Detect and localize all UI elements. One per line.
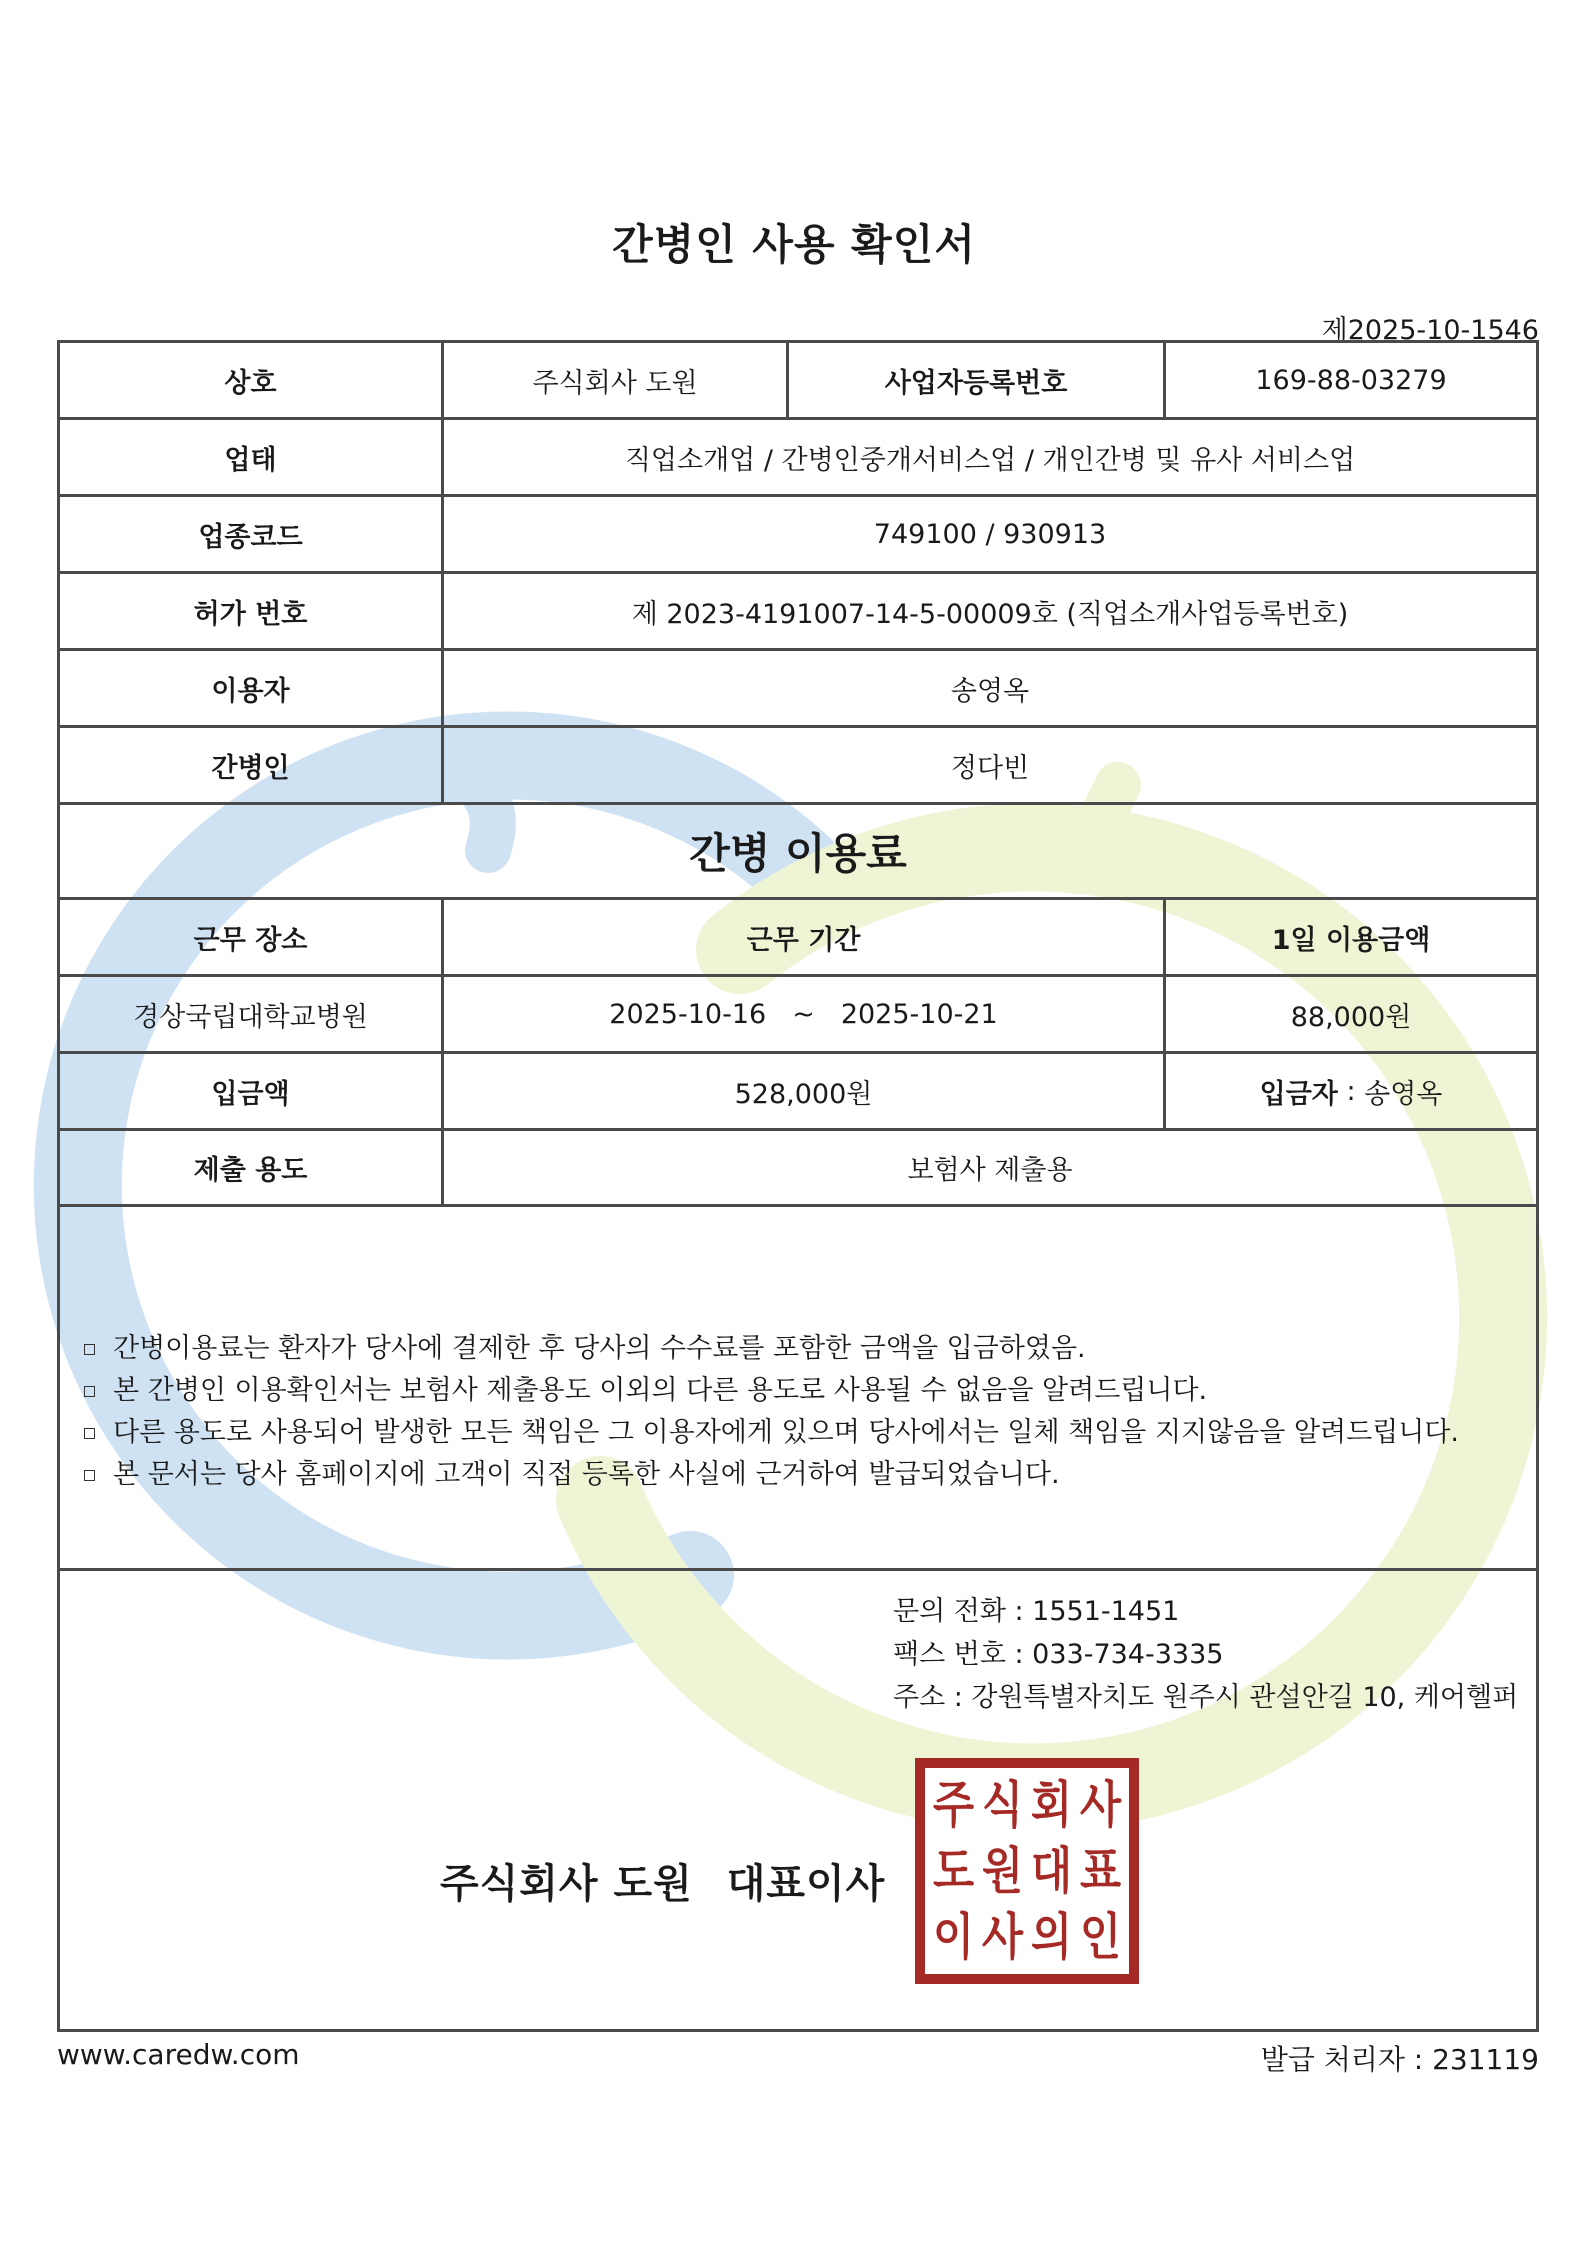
- contact-address: 주소 : 강원특별자치도 원주시 관설안길 10, 케어헬퍼: [893, 1682, 1519, 1713]
- note-item: 본 간병인 이용확인서는 보험사 제출용도 이외의 다른 용도로 사용될 수 없음을 알려드립니다.: [82, 1370, 1459, 1412]
- document-title: 간병인 사용 확인서: [612, 220, 976, 269]
- business-type-label: 업태: [224, 444, 277, 476]
- website-link[interactable]: www.caredw.com: [57, 2038, 300, 2071]
- row-divider: [57, 1204, 1539, 1207]
- depositor: [1166, 1054, 1536, 1128]
- contact-info: [893, 1590, 1518, 1719]
- deposit-value: 528,000원: [734, 1078, 873, 1110]
- purpose-label: 제출 용도: [193, 1155, 308, 1186]
- fee-section-title: 간병 이용료: [689, 829, 907, 878]
- caregiver-label: 간병인: [211, 752, 290, 784]
- caregiver-value: 정다빈: [950, 752, 1030, 784]
- square-bullet-icon: [84, 1470, 95, 1481]
- daily-amount-label: 1일 이용금액: [1271, 924, 1431, 956]
- contact-fax: 팩스 번호 : 033-734-3335: [893, 1639, 1224, 1670]
- work-period-value: [444, 977, 1163, 1051]
- square-bullet-icon: [84, 1428, 95, 1439]
- business-type-value: 직업소개업 / 간병인중개서비스업 / 개인간병 및 유사 서비스업: [624, 444, 1356, 476]
- biz-reg-value: 169-88-03279: [1255, 364, 1447, 396]
- company-seal: 주 식 회 사 도 원 대 표 이 사 의 인: [915, 1758, 1139, 1984]
- row-divider: [57, 1568, 1539, 1571]
- document-number: 제2025-10-1546: [1321, 315, 1539, 346]
- user-label: 이용자: [211, 675, 290, 707]
- permit-label: 허가 번호: [193, 598, 308, 630]
- note-item: 본 문서는 당사 홈페이지에 고객이 직접 등록한 사실에 근거하여 발급되었습니다.: [82, 1454, 1459, 1496]
- depositor-label: 입금자: [1259, 1078, 1338, 1110]
- trade-name-label: 상호: [224, 367, 277, 399]
- note-item: 간병이용료는 환자가 당사에 결제한 후 당사의 수수료를 포함한 금액을 입금하였음.: [82, 1328, 1459, 1370]
- user-value: 송영옥: [950, 675, 1030, 707]
- period-separator: ~: [792, 998, 815, 1030]
- industry-code-value: 749100 / 930913: [873, 518, 1107, 550]
- notes-list: [82, 1328, 1459, 1496]
- deposit-label: 입금액: [211, 1078, 290, 1110]
- depositor-value: 송영옥: [1364, 1078, 1443, 1110]
- industry-code-label: 업종코드: [198, 521, 303, 553]
- square-bullet-icon: [84, 1344, 95, 1355]
- work-place-value: 경상국립대학교병원: [133, 1001, 368, 1033]
- purpose-value: 보험사 제출용: [907, 1155, 1073, 1186]
- trade-name-value: 주식회사 도원: [532, 367, 698, 399]
- work-period-label: 근무 기간: [746, 924, 861, 956]
- work-place-label: 근무 장소: [193, 924, 308, 956]
- period-end: 2025-10-21: [840, 998, 998, 1030]
- issuer-info: 발급 처리자 : 231119: [1260, 2043, 1539, 2076]
- contact-phone: 문의 전화 : 1551-1451: [893, 1596, 1180, 1627]
- signature-company: 주식회사 도원: [440, 1861, 693, 1907]
- square-bullet-icon: [84, 1386, 95, 1397]
- depositor-separator: :: [1337, 1075, 1365, 1107]
- biz-reg-label: 사업자등록번호: [884, 367, 1068, 399]
- note-item: 다른 용도로 사용되어 발생한 모든 책임은 그 이용자에게 있으며 당사에서는 일체 책임을 지지않음을 알려드립니다.: [82, 1412, 1459, 1454]
- daily-amount-value: 88,000원: [1290, 1001, 1412, 1033]
- permit-value: 제 2023-4191007-14-5-00009호 (직업소개사업등록번호): [631, 598, 1349, 630]
- period-start: 2025-10-16: [609, 998, 767, 1030]
- signature-line: [440, 1852, 885, 1909]
- signature-title: 대표이사: [726, 1861, 886, 1907]
